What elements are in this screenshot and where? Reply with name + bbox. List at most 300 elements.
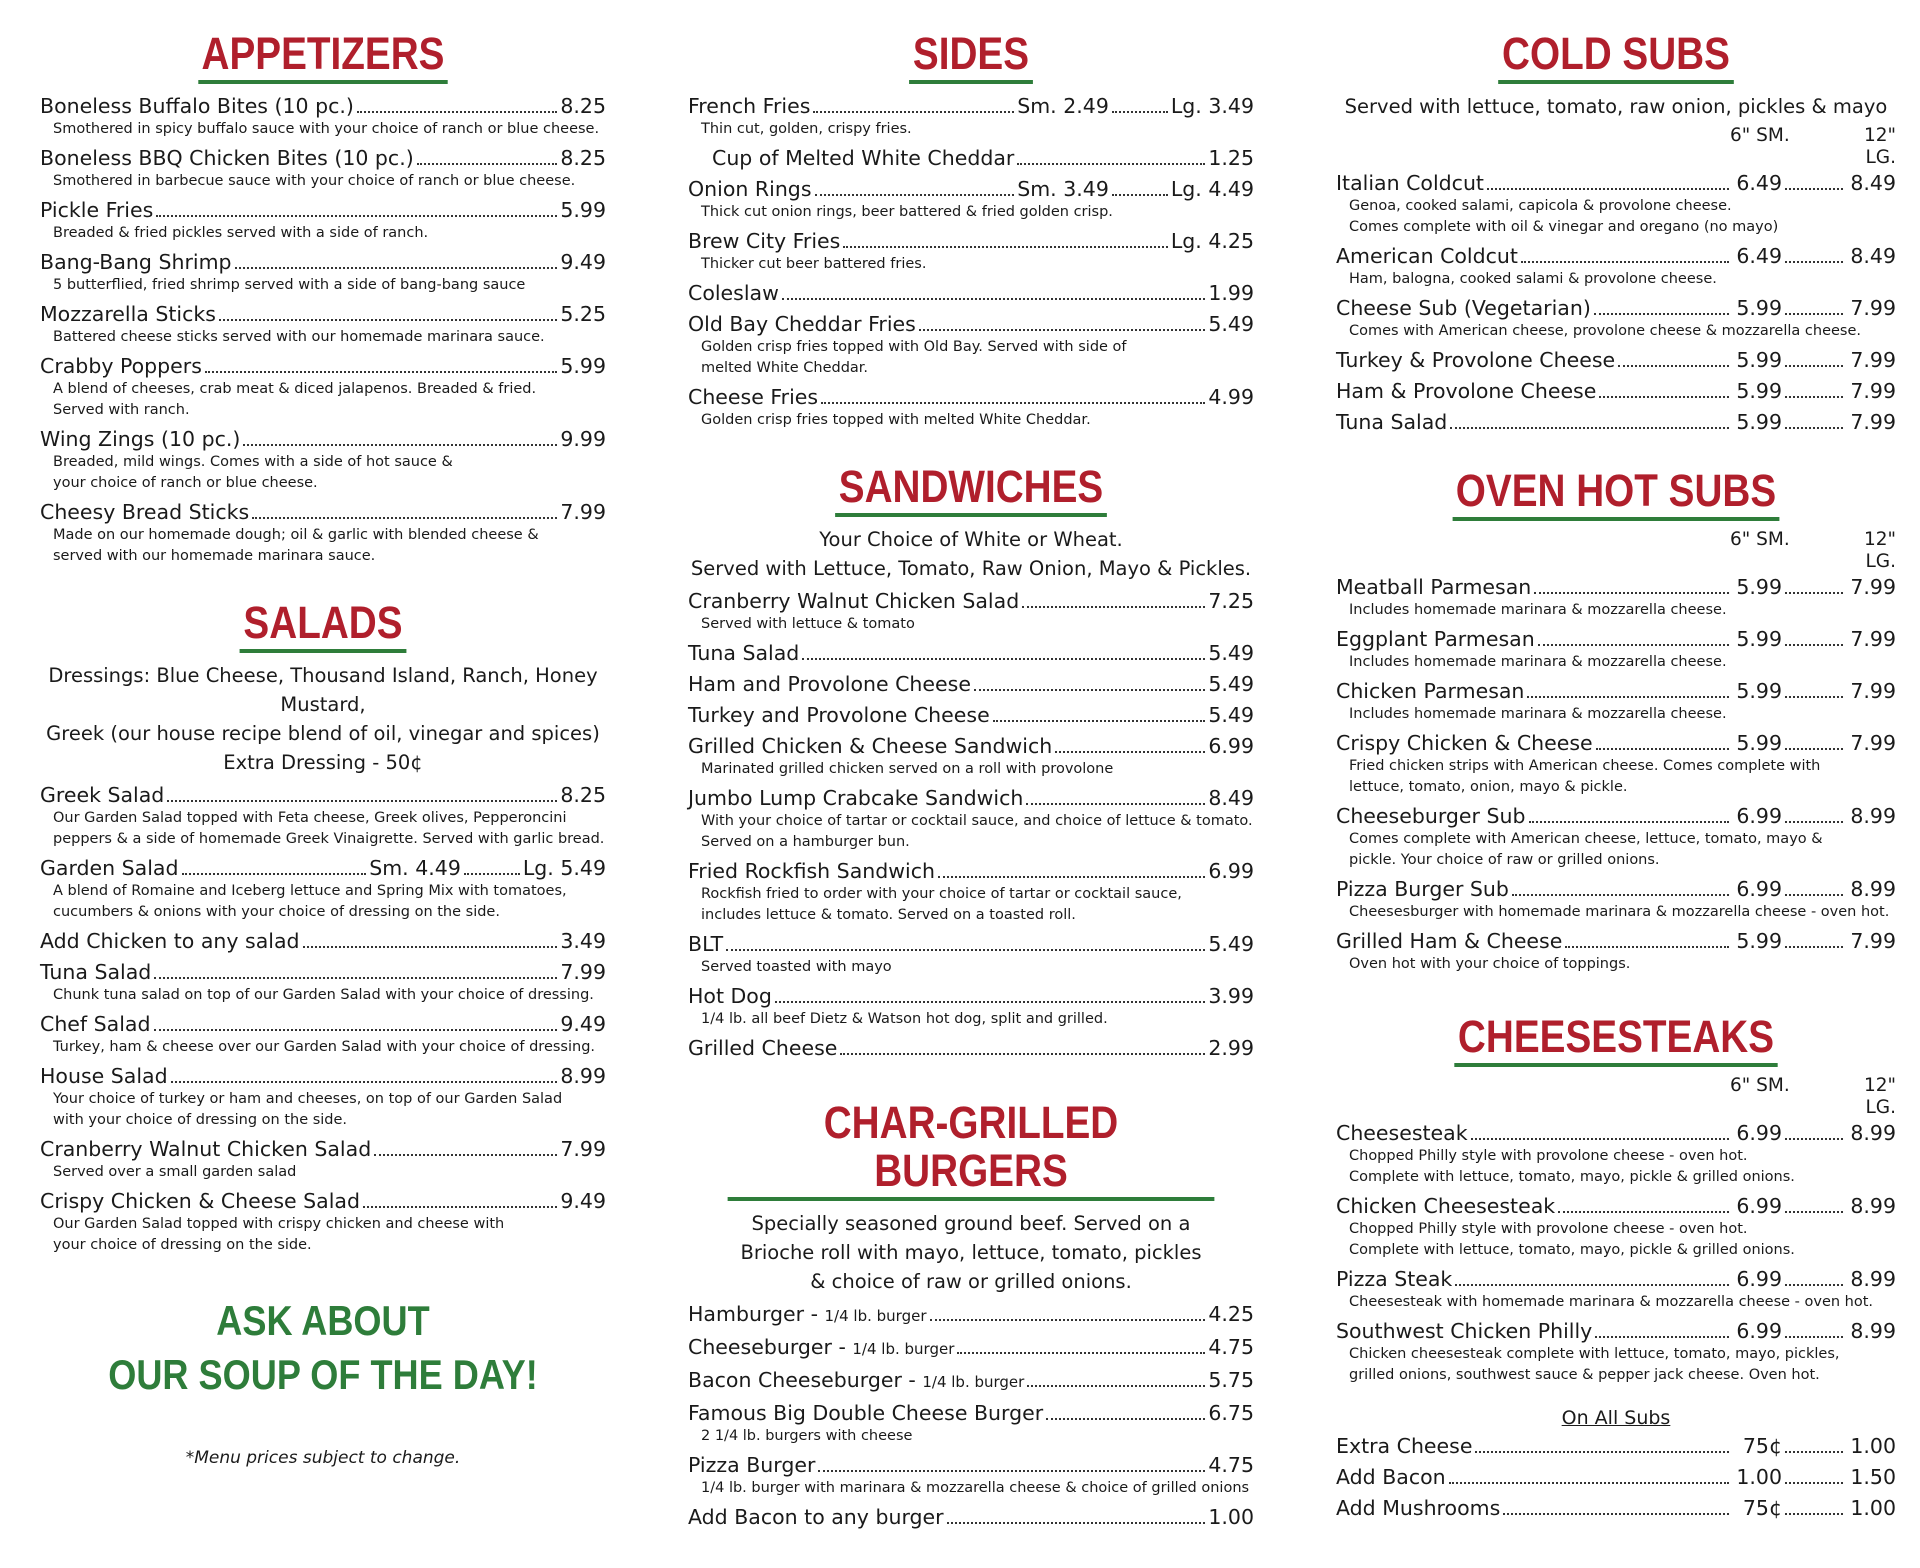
dot-leader <box>1529 821 1730 823</box>
menu-item-row <box>40 94 606 119</box>
menu-item-row <box>40 856 606 881</box>
menu-item-row <box>1336 348 1896 373</box>
item-name-text: Cheese Sub (Vegetarian) <box>1336 296 1591 320</box>
item-price-large: 1.50 <box>1850 1465 1896 1489</box>
menu-item <box>688 281 1254 306</box>
dot-leader <box>1785 1336 1843 1338</box>
menu-item <box>1336 348 1896 373</box>
menu-item <box>1336 627 1896 673</box>
item-price-large: 7.99 <box>1850 731 1896 755</box>
menu-item <box>40 929 606 954</box>
item-name-text: Pickle Fries <box>40 198 154 222</box>
item-description: With your choice of tartar or cocktail sauce, and choice of lettuce & tomato. Served on a hamburger bun. <box>701 813 1253 850</box>
item-price: 5.49 <box>1208 932 1254 956</box>
menu-item-row <box>40 500 606 525</box>
dot-leader <box>1022 606 1205 608</box>
item-description: Battered cheese sticks served with our homemade marinara sauce. <box>53 329 545 345</box>
item-name <box>1336 731 1593 756</box>
menu-item <box>688 932 1254 978</box>
item-price-large: 7.99 <box>1850 627 1896 651</box>
item-description: A blend of cheeses, crab meat & diced jalapenos. Breaded & fried. Served with ranch. <box>53 381 537 418</box>
item-description: Breaded, mild wings. Comes with a side of hot sauce & your choice of ranch or blue cheese. <box>53 454 453 491</box>
item-description: Includes homemade marinara & mozzarella cheese. <box>1349 602 1727 618</box>
item-price-large: 1.00 <box>1850 1496 1896 1520</box>
section-title <box>728 463 1215 517</box>
dot-leader <box>464 873 520 875</box>
menu-item <box>1336 1496 1896 1521</box>
item-name <box>1336 877 1509 902</box>
menu-item <box>1336 679 1896 725</box>
dot-leader <box>818 1470 1205 1472</box>
item-name-text: Eggplant Parmesan <box>1336 627 1535 651</box>
item-description: Your choice of turkey or ham and cheeses, on top of our Garden Salad with your choice of dressing on the side. <box>53 1091 563 1128</box>
item-description: Thicker cut beer battered fries. <box>701 256 927 272</box>
item-name <box>688 1368 1024 1395</box>
dot-leader <box>775 1001 1205 1003</box>
item-description: Marinated grilled chicken served on a roll with provolone <box>701 761 1114 777</box>
dot-leader <box>219 319 557 321</box>
menu-item-row <box>1336 296 1896 321</box>
section-title <box>728 1099 1215 1201</box>
menu-item-row <box>40 354 606 379</box>
item-name <box>1336 348 1615 373</box>
item-price: 5.99 <box>1736 575 1782 599</box>
menu-item <box>40 427 606 494</box>
item-name-text: Mozzarella Sticks <box>40 302 216 326</box>
item-name <box>1336 1465 1446 1490</box>
menu-item <box>1336 1267 1896 1313</box>
item-price: 6.75 <box>1208 1401 1254 1425</box>
item-price: 5.49 <box>1208 703 1254 727</box>
item-name <box>1336 1319 1592 1344</box>
menu-item-row <box>688 146 1254 171</box>
menu-item <box>1336 804 1896 871</box>
addons-title: On All Subs <box>1561 1407 1671 1429</box>
item-description: Ham, balogna, cooked salami & provolone cheese. <box>1349 271 1717 287</box>
menu-item-row <box>1336 804 1896 829</box>
item-name <box>1336 171 1484 196</box>
item-description: 2 1/4 lb. burgers with cheese <box>701 1428 913 1444</box>
menu-item-row <box>688 1036 1254 1061</box>
menu-item <box>688 1036 1254 1061</box>
item-price: 6.99 <box>1736 1121 1782 1145</box>
item-price-large: Lg. 4.49 <box>1170 177 1254 201</box>
menu-item-row <box>688 672 1254 697</box>
item-name-text: Garden Salad <box>40 856 179 880</box>
item-name <box>1336 379 1596 404</box>
item-price: 5.49 <box>1208 672 1254 696</box>
menu-item-row <box>688 734 1254 759</box>
item-name-text: Grilled Chicken & Cheese Sandwich <box>688 734 1053 758</box>
item-name <box>1336 296 1591 321</box>
item-name-text: Onion Rings <box>688 177 812 201</box>
column-left <box>40 30 606 1468</box>
dot-leader <box>919 329 1206 331</box>
item-price: 8.99 <box>560 1064 606 1088</box>
size-large-label: 12" LG. <box>1863 125 1896 168</box>
menu-item-row <box>688 1505 1254 1530</box>
menu-item <box>688 385 1254 431</box>
dot-leader <box>813 111 1014 113</box>
menu-item-row <box>688 641 1254 666</box>
item-name-text: Tuna Salad <box>688 641 800 665</box>
dot-leader <box>1785 592 1843 594</box>
menu-item-row <box>40 302 606 327</box>
item-name-text: Boneless BBQ Chicken Bites (10 pc.) <box>40 146 414 170</box>
item-description: Turkey, ham & cheese over our Garden Salad with your choice of dressing. <box>53 1039 596 1055</box>
dot-leader <box>1785 1138 1843 1140</box>
section-title-text: CHEESESTEAKS <box>1454 1013 1777 1067</box>
item-price-large: 8.49 <box>1850 244 1896 268</box>
item-name <box>688 672 971 697</box>
menu-item-row <box>688 94 1254 119</box>
menu-item <box>40 1137 606 1183</box>
item-price: 5.25 <box>560 302 606 326</box>
item-price: 5.99 <box>1736 296 1782 320</box>
item-name <box>40 302 216 327</box>
menu-item-row <box>40 198 606 223</box>
item-name <box>40 198 153 223</box>
item-price-large: 7.99 <box>1850 348 1896 372</box>
menu-item-row <box>40 929 606 954</box>
column-middle <box>688 30 1254 1568</box>
menu-item <box>40 783 606 850</box>
dot-leader <box>243 444 557 446</box>
item-description: Golden crisp fries topped with melted White Cheddar. <box>701 412 1091 428</box>
dot-leader <box>1471 1138 1729 1140</box>
item-price: 5.99 <box>1736 627 1782 651</box>
size-header <box>1336 125 1896 169</box>
item-price: 4.25 <box>1208 1302 1254 1326</box>
menu-item <box>40 960 606 1006</box>
item-name <box>688 703 990 728</box>
item-price: 8.25 <box>560 146 606 170</box>
item-price-large: 7.99 <box>1850 679 1896 703</box>
item-description: Chunk tuna salad on top of our Garden Salad with your choice of dressing. <box>53 987 594 1003</box>
menu-item-row <box>1336 1194 1896 1219</box>
menu-item-row <box>1336 679 1896 704</box>
item-name <box>688 385 818 410</box>
menu-item <box>1336 296 1896 342</box>
dot-leader <box>1055 751 1205 753</box>
section-title <box>728 30 1215 84</box>
dot-leader <box>815 194 1015 196</box>
menu-item-row <box>1336 575 1896 600</box>
menu-item-row <box>1336 627 1896 652</box>
item-price: 6.99 <box>1736 1319 1782 1343</box>
item-name-text: Brew City Fries <box>688 229 841 253</box>
menu-item <box>1336 1121 1896 1188</box>
item-price-large: 8.99 <box>1850 1194 1896 1218</box>
dot-leader <box>1112 194 1168 196</box>
item-description: Smothered in barbecue sauce with your choice of ranch or blue cheese. <box>53 173 576 189</box>
item-price-large: 7.99 <box>1850 296 1896 320</box>
dot-leader <box>1449 1482 1729 1484</box>
item-name <box>1336 244 1518 269</box>
section-intro: Your Choice of White or Wheat. Served with Lettuce, Tomato, Raw Onion, Mayo & Pickles. <box>690 528 1252 580</box>
section-title-text: SALADS <box>240 599 406 653</box>
menu-item-row <box>688 1302 1254 1329</box>
item-name <box>40 427 240 452</box>
item-price-large: 7.99 <box>1850 929 1896 953</box>
menu-item-row <box>1336 929 1896 954</box>
item-price: 5.49 <box>1208 312 1254 336</box>
dot-leader <box>840 1053 1205 1055</box>
item-name-text: Add Mushrooms <box>1336 1496 1501 1520</box>
menu-item <box>40 198 606 244</box>
item-description: Fried chicken strips with American cheese. Comes complete with lettuce, tomato, onion, mayo & pickle. <box>1349 758 1821 795</box>
section-title-text: SIDES <box>909 30 1032 84</box>
item-name <box>688 1036 837 1061</box>
item-name <box>40 1012 151 1037</box>
item-name-text: Cup of Melted White Cheddar <box>712 146 1015 170</box>
dot-leader <box>1565 946 1729 948</box>
item-name <box>688 859 935 884</box>
item-name <box>688 641 799 666</box>
dot-leader <box>993 720 1206 722</box>
dot-leader <box>974 689 1205 691</box>
section-intro: Dressings: Blue Cheese, Thousand Island, Ranch, Honey Mustard, Greek (our house recipe blend of oil, vinegar and spices) Extra Dressing - 50¢ <box>46 664 600 774</box>
cold-subs-section <box>1336 30 1896 435</box>
menu-item <box>40 146 606 192</box>
section-title <box>80 599 567 653</box>
menu-item-row <box>688 984 1254 1009</box>
dot-leader <box>417 163 558 165</box>
item-price-large: 8.99 <box>1850 804 1896 828</box>
item-name <box>688 589 1019 614</box>
item-name-text: Fried Rockfish Sandwich <box>688 859 935 883</box>
dot-leader <box>1046 1418 1205 1420</box>
item-price: 5.99 <box>1736 410 1782 434</box>
item-description: Genoa, cooked salami, capicola & provolone cheese. Comes complete with oil & vinegar and oregano (no mayo) <box>1349 198 1779 235</box>
item-price: 5.99 <box>1736 679 1782 703</box>
menu-item-row <box>688 859 1254 884</box>
item-name-text: Ham & Provolone Cheese <box>1336 379 1597 403</box>
menu-item-row <box>688 703 1254 728</box>
item-name-text: Jumbo Lump Crabcake Sandwich <box>688 786 1024 810</box>
item-price: 6.99 <box>1736 1267 1782 1291</box>
menu-item <box>1336 244 1896 290</box>
item-name-text: Cheese Fries <box>688 385 819 409</box>
dot-leader <box>154 977 557 979</box>
item-description: Made on our homemade dough; oil & garlic with blended cheese & served with our homemade marinara sauce. <box>53 527 539 564</box>
sandwiches-section <box>688 463 1254 1061</box>
item-price-large: 8.99 <box>1850 1319 1896 1343</box>
item-description: Served with lettuce & tomato <box>701 616 915 632</box>
menu-item <box>1336 1434 1896 1459</box>
item-name-text: Bang-Bang Shrimp <box>40 250 232 274</box>
column-right <box>1336 30 1896 1559</box>
dot-leader <box>1534 592 1729 594</box>
menu-item-row <box>688 312 1254 337</box>
dot-leader <box>154 1029 558 1031</box>
menu-item <box>688 229 1254 275</box>
item-price-large: 8.99 <box>1850 1121 1896 1145</box>
menu-item-row <box>1336 244 1896 269</box>
item-price: 1.25 <box>1208 146 1254 170</box>
item-name <box>40 856 179 881</box>
menu-item-row <box>688 1453 1254 1478</box>
dot-leader <box>1785 365 1843 367</box>
item-price: 7.99 <box>560 1137 606 1161</box>
menu-item-row <box>1336 379 1896 404</box>
item-description: Cheesesburger with homemade marinara & mozzarella cheese - oven hot. <box>1349 904 1890 920</box>
dot-leader <box>1521 261 1729 263</box>
menu-item-row <box>1336 1465 1896 1490</box>
section-title-text: SANDWICHES <box>835 463 1106 517</box>
menu-item-row <box>1336 731 1896 756</box>
item-name <box>1336 1496 1500 1521</box>
item-name <box>40 250 232 275</box>
menu-item <box>1336 410 1896 435</box>
item-name <box>1336 1434 1472 1459</box>
dot-leader <box>1785 396 1843 398</box>
item-price: 4.75 <box>1208 1335 1254 1359</box>
item-description: 5 butterflied, fried shrimp served with a side of bang-bang sauce <box>53 277 526 293</box>
item-description: 1/4 lb. burger with marinara & mozzarella cheese & choice of grilled onions <box>701 1480 1250 1496</box>
menu-item-row <box>688 281 1254 306</box>
item-name <box>688 1453 815 1478</box>
item-name <box>712 146 1014 171</box>
salads-section <box>40 599 606 1256</box>
item-price-large: 1.00 <box>1850 1434 1896 1458</box>
item-price: 6.99 <box>1208 734 1254 758</box>
item-name-text: House Salad <box>40 1064 168 1088</box>
item-name <box>40 1137 371 1162</box>
item-description: Breaded & fried pickles served with a side of ranch. <box>53 225 429 241</box>
menu-item-row <box>40 250 606 275</box>
item-price: 6.49 <box>1736 171 1782 195</box>
item-description: Comes complete with American cheese, lettuce, tomato, mayo & pickle. Your choice of raw or grilled onions. <box>1349 831 1823 868</box>
menu-item <box>1336 1194 1896 1261</box>
item-name <box>40 929 300 954</box>
menu-item-row <box>688 932 1254 957</box>
item-description: Served toasted with mayo <box>701 959 892 975</box>
item-price: 3.99 <box>1208 984 1254 1008</box>
dot-leader <box>930 1319 1206 1321</box>
item-name-text: Chef Salad <box>40 1012 151 1036</box>
item-name-text: Coleslaw <box>688 281 779 305</box>
item-price: 5.49 <box>1208 641 1254 665</box>
item-name-text: Cheeseburger - <box>688 1335 853 1359</box>
dot-leader <box>1455 1284 1729 1286</box>
dot-leader <box>1487 188 1729 190</box>
dot-leader <box>1785 1211 1843 1213</box>
dot-leader <box>1596 748 1729 750</box>
item-price: 5.99 <box>560 198 606 222</box>
item-price: Sm. 3.49 <box>1017 177 1109 201</box>
item-name <box>1336 679 1524 704</box>
menu-item-row <box>688 1335 1254 1362</box>
menu-item <box>1336 929 1896 975</box>
item-price: 5.99 <box>1736 731 1782 755</box>
item-description: Served over a small garden salad <box>53 1164 297 1180</box>
item-name <box>40 960 151 985</box>
item-price: 6.99 <box>1208 859 1254 883</box>
item-name-text: Boneless Buffalo Bites (10 pc.) <box>40 94 354 118</box>
dot-leader <box>1785 1482 1843 1484</box>
item-price: 8.25 <box>560 783 606 807</box>
item-price: 6.99 <box>1736 804 1782 828</box>
item-name-text: Tuna Salad <box>40 960 152 984</box>
item-price-large: 7.99 <box>1850 575 1896 599</box>
item-name <box>688 1302 927 1329</box>
item-name-text: BLT <box>688 932 724 956</box>
dot-leader <box>374 1154 557 1156</box>
menu-item <box>1336 877 1896 923</box>
item-price: 4.75 <box>1208 1453 1254 1477</box>
item-price: 8.49 <box>1208 786 1254 810</box>
item-price-large: 8.99 <box>1850 1267 1896 1291</box>
dot-leader <box>1503 1513 1729 1515</box>
item-price: 8.25 <box>560 94 606 118</box>
menu-item-row <box>40 1012 606 1037</box>
menu-item-row <box>1336 1319 1896 1344</box>
menu-item-row <box>688 1368 1254 1395</box>
menu-item-row <box>688 177 1254 202</box>
item-name <box>1336 410 1447 435</box>
dot-leader <box>303 946 558 948</box>
item-name-text: Chicken Cheesesteak <box>1336 1194 1556 1218</box>
item-description: Comes with American cheese, provolone cheese & mozzarella cheese. <box>1349 323 1861 339</box>
dot-leader <box>1112 111 1168 113</box>
item-price: 6.99 <box>1736 1194 1782 1218</box>
size-small-label: 6" SM. <box>1730 1075 1790 1096</box>
item-price: 1.00 <box>1736 1465 1782 1489</box>
item-price: 4.99 <box>1208 385 1254 409</box>
item-price-large: 8.99 <box>1850 877 1896 901</box>
item-name <box>688 312 916 337</box>
dot-leader <box>1027 1385 1205 1387</box>
dot-leader <box>235 267 558 269</box>
item-name-text: Pizza Burger <box>688 1453 816 1477</box>
item-name <box>1336 1121 1468 1146</box>
item-price: 7.25 <box>1208 589 1254 613</box>
dot-leader <box>1785 748 1843 750</box>
menu-item-row <box>1336 1496 1896 1521</box>
item-price: Lg. 4.25 <box>1170 229 1254 253</box>
item-name-text: Extra Cheese <box>1336 1434 1473 1458</box>
item-price: 7.99 <box>560 500 606 524</box>
item-price-large: Lg. 3.49 <box>1170 94 1254 118</box>
dot-leader <box>1595 1336 1729 1338</box>
item-description: Rockfish fried to order with your choice of tartar or cocktail sauce, includes lettuce & tomato. Served on a toasted roll. <box>701 886 1182 923</box>
item-price: Sm. 2.49 <box>1017 94 1109 118</box>
item-name <box>1336 1194 1555 1219</box>
menu-item-row <box>40 1064 606 1089</box>
section-title <box>1375 467 1857 521</box>
item-name <box>40 354 202 379</box>
item-name <box>688 932 723 957</box>
item-name-text: Crispy Chicken & Cheese Salad <box>40 1189 361 1213</box>
item-name-text: Greek Salad <box>40 783 165 807</box>
dot-leader <box>171 1081 558 1083</box>
dot-leader <box>252 517 557 519</box>
menu-item <box>40 302 606 348</box>
menu-item <box>688 786 1254 853</box>
menu-item-row <box>40 146 606 171</box>
item-description: Chopped Philly style with provolone cheese - oven hot. Complete with lettuce, tomato, mayo, pickle & grilled onions. <box>1349 1221 1795 1258</box>
section-title-text: APPETIZERS <box>198 30 448 84</box>
menu-item <box>1336 731 1896 798</box>
item-price: 75¢ <box>1742 1496 1782 1520</box>
dot-leader <box>357 111 557 113</box>
menu-item <box>40 500 606 567</box>
dot-leader <box>843 246 1168 248</box>
menu-item-row <box>688 229 1254 254</box>
item-description: A blend of Romaine and Iceberg lettuce and Spring Mix with tomatoes, cucumbers & onions with your choice of dressing on the side. <box>53 883 567 920</box>
item-name-text: Turkey and Provolone Cheese <box>688 703 990 727</box>
